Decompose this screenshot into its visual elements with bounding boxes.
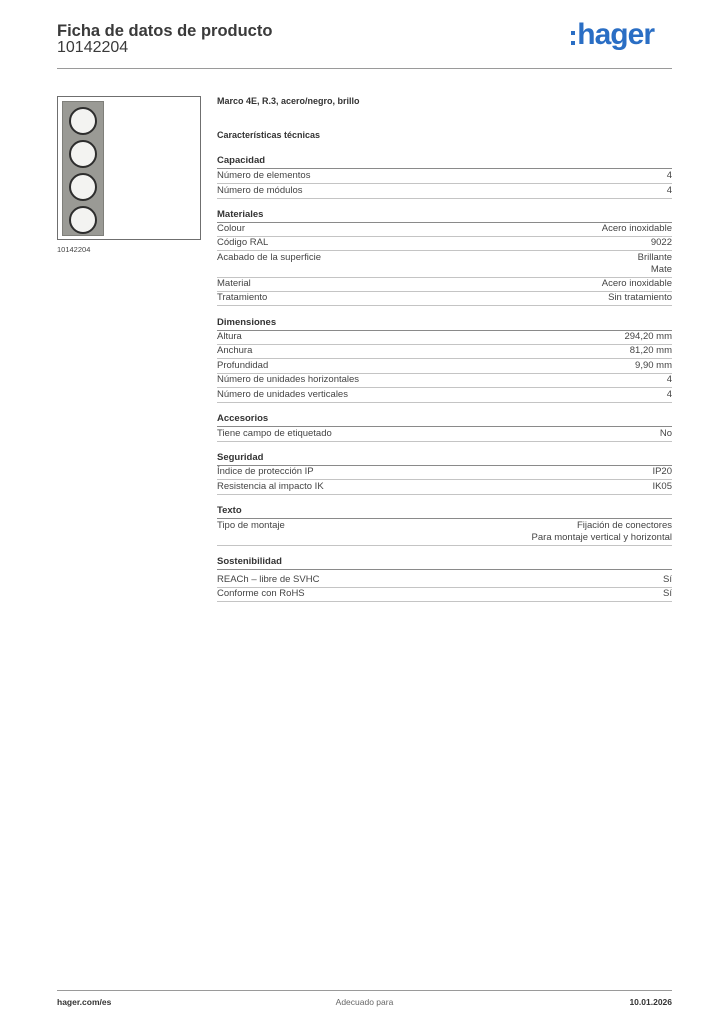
spec-label: Anchura bbox=[217, 345, 253, 356]
spec-value: IK05 bbox=[652, 481, 672, 492]
section-title-capacidad: Capacidad bbox=[217, 155, 672, 169]
spec-row bbox=[217, 345, 672, 359]
socket-ring bbox=[69, 173, 97, 201]
spec-label: Material bbox=[217, 278, 251, 289]
spec-value-multiline bbox=[532, 520, 672, 544]
section-title-dimensiones: Dimensiones bbox=[217, 317, 672, 331]
spec-value: Acero inoxidable bbox=[601, 223, 672, 234]
spec-label: Acabado de la superficie bbox=[217, 252, 322, 263]
spec-row bbox=[217, 389, 672, 403]
spec-value: 294,20 mm bbox=[624, 331, 672, 342]
spec-value: IP20 bbox=[652, 466, 672, 477]
spec-label: Índice de protección IP bbox=[217, 466, 314, 477]
spec-row bbox=[217, 588, 672, 602]
spec-value: 4 bbox=[666, 374, 672, 385]
tech-characteristics-heading: Características técnicas bbox=[217, 130, 321, 140]
document-title: Ficha de datos de producto bbox=[57, 22, 273, 40]
footer-divider bbox=[57, 990, 672, 991]
spec-label: Altura bbox=[217, 331, 242, 342]
spec-label: REACh – libre de SVHC bbox=[217, 574, 320, 585]
footer-suitable-for: Adecuado para bbox=[335, 997, 394, 1007]
spec-row bbox=[217, 481, 672, 495]
spec-value: 9022 bbox=[650, 237, 672, 248]
spec-value: Sí bbox=[663, 574, 672, 585]
spec-label: Tratamiento bbox=[217, 292, 268, 303]
spec-row bbox=[217, 574, 672, 588]
spec-value: 4 bbox=[666, 185, 672, 196]
page-footer bbox=[57, 997, 672, 1011]
footer-website-link[interactable]: hager.com/es bbox=[57, 997, 112, 1007]
spec-row bbox=[217, 360, 672, 374]
spec-value: Sí bbox=[663, 588, 672, 599]
spec-row bbox=[217, 237, 672, 251]
spec-label: Profundidad bbox=[217, 360, 269, 371]
spec-label: Número de elementos bbox=[217, 170, 311, 181]
spec-label: Número de unidades horizontales bbox=[217, 374, 360, 385]
spec-value: Acero inoxidable bbox=[601, 278, 672, 289]
socket-ring bbox=[69, 140, 97, 168]
spec-row bbox=[217, 278, 672, 292]
product-number: 10142204 bbox=[57, 39, 129, 56]
spec-value: 4 bbox=[666, 170, 672, 181]
section-title-accesorios: Accesorios bbox=[217, 413, 672, 427]
spec-row bbox=[217, 292, 672, 306]
spec-row bbox=[217, 374, 672, 388]
section-title-sostenibilidad: Sostenibilidad bbox=[217, 556, 672, 570]
spec-value: Brillante bbox=[637, 252, 672, 263]
header-divider bbox=[57, 68, 672, 69]
spec-label: Resistencia al impacto IK bbox=[217, 481, 324, 492]
spec-row bbox=[217, 520, 672, 546]
spec-label: Conforme con RoHS bbox=[217, 588, 305, 599]
image-caption: 10142204 bbox=[57, 245, 91, 254]
spec-row bbox=[217, 466, 672, 480]
hager-logo bbox=[571, 20, 654, 50]
section-title-seguridad: Seguridad bbox=[217, 452, 672, 466]
section-title-materiales: Materiales bbox=[217, 209, 672, 223]
spec-label: Tipo de montaje bbox=[217, 520, 285, 531]
spec-value: 4 bbox=[666, 389, 672, 400]
product-image bbox=[57, 96, 201, 240]
spec-label: Colour bbox=[217, 223, 245, 234]
spec-value: No bbox=[659, 428, 672, 439]
spec-label: Tiene campo de etiquetado bbox=[217, 428, 332, 439]
spec-label: Número de unidades verticales bbox=[217, 389, 348, 400]
product-name: Marco 4E, R.3, acero/negro, brillo bbox=[217, 96, 360, 106]
spec-value: Fijación de conectores bbox=[576, 520, 672, 531]
socket-ring bbox=[69, 206, 97, 234]
page-header bbox=[57, 20, 672, 70]
spec-row bbox=[217, 170, 672, 184]
spec-row bbox=[217, 331, 672, 345]
frame-plate-illustration bbox=[62, 101, 104, 236]
spec-value: 9,90 mm bbox=[635, 360, 672, 371]
spec-value: Sin tratamiento bbox=[608, 292, 672, 303]
section-title-texto: Texto bbox=[217, 505, 672, 519]
spec-row bbox=[217, 252, 672, 278]
spec-value: 81,20 mm bbox=[629, 345, 672, 356]
spec-label: Código RAL bbox=[217, 237, 269, 248]
spec-row bbox=[217, 223, 672, 237]
spec-value: Para montaje vertical y horizontal bbox=[531, 532, 672, 543]
spec-value-multiline bbox=[638, 252, 672, 276]
logo-colon-mark bbox=[571, 31, 575, 45]
footer-date: 10.01.2026 bbox=[629, 997, 672, 1007]
spec-label: Número de módulos bbox=[217, 185, 303, 196]
spec-row bbox=[217, 185, 672, 199]
logo-text: hager bbox=[577, 18, 654, 51]
spec-row bbox=[217, 428, 672, 442]
spec-value: Mate bbox=[650, 264, 672, 275]
socket-ring bbox=[69, 107, 97, 135]
